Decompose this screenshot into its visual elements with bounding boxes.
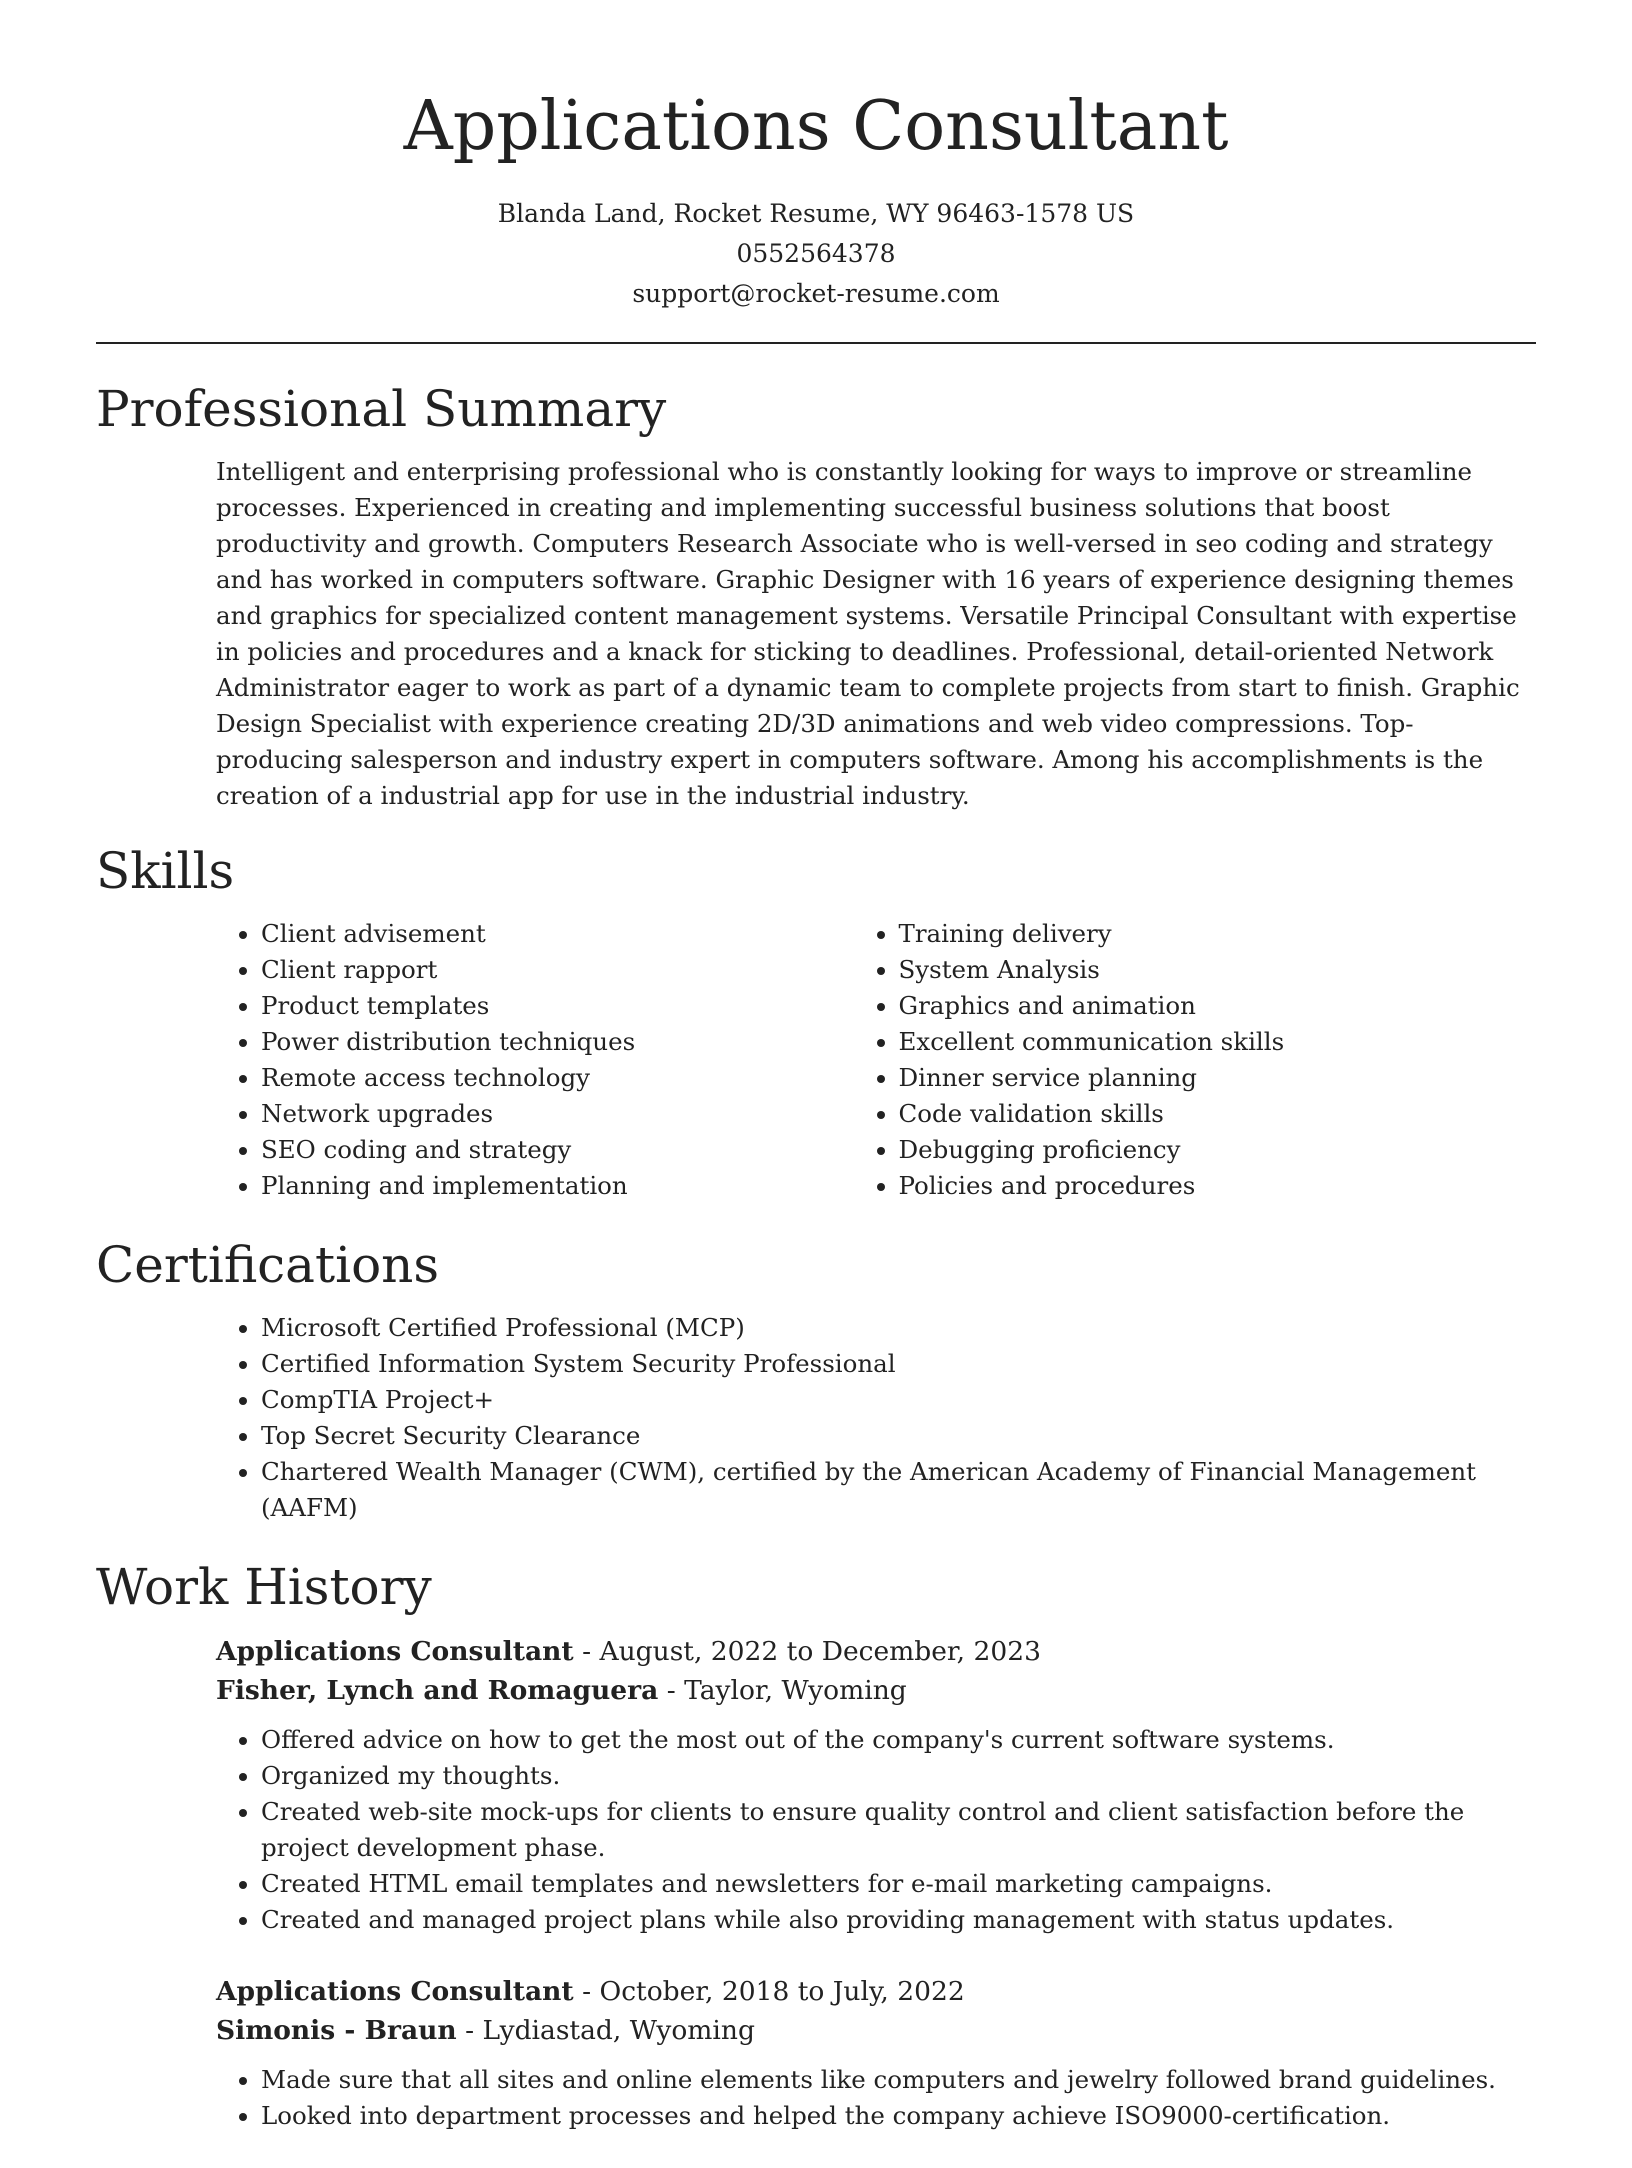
contact-info	[0, 194, 1632, 314]
certification-item: • Top Secret Security Clearance	[261, 1418, 1536, 1454]
certifications-section	[96, 1234, 1536, 1526]
skills-left-column	[261, 916, 899, 1204]
certification-item: • Certified Information System Security Professional	[261, 1346, 1536, 1382]
skills-right-column	[899, 916, 1537, 1204]
skill-item: • Dinner service planning	[899, 1060, 1537, 1096]
certification-item: • Microsoft Certified Professional (MCP)	[261, 1310, 1536, 1346]
skills-section	[96, 840, 1536, 1204]
skill-item: • Policies and procedures	[899, 1168, 1537, 1204]
job-bullet: • Offered advice on how to get the most out of the company's current software systems.	[261, 1722, 1536, 1758]
certification-item: • Chartered Wealth Manager (CWM), certified by the American Academy of Financial Management (AAFM)	[261, 1454, 1536, 1526]
phone: 0552564378	[736, 239, 896, 268]
skill-item: • Power distribution techniques	[261, 1024, 899, 1060]
skills-title: Skills	[96, 842, 235, 900]
skills-columns	[261, 916, 1536, 1204]
job-bullet: • Organized my thoughts.	[261, 1758, 1536, 1794]
address: Blanda Land, Rocket Resume, WY 96463-1578 US	[497, 199, 1135, 228]
job-bullet: • Created web-site mock-ups for clients to ensure quality control and client satisfaction before the project development phase.	[261, 1794, 1536, 1866]
job-company-line	[216, 2011, 1536, 2050]
skill-item: • Training delivery	[899, 916, 1537, 952]
job-location: - Taylor, Wyoming	[658, 1675, 907, 1706]
skill-item: • Network upgrades	[261, 1096, 899, 1132]
job-dates: - August, 2022 to December, 2023	[573, 1636, 1041, 1667]
skill-item: • Product templates	[261, 988, 899, 1024]
job-entry	[216, 1972, 1536, 2134]
job-company-line	[216, 1671, 1536, 1710]
summary-title: Professional Summary	[96, 380, 667, 438]
job-role: Applications Consultant	[216, 1976, 574, 2007]
certifications-list	[261, 1310, 1536, 1526]
skill-item: • Graphics and animation	[899, 988, 1537, 1024]
certification-item: • CompTIA Project+	[261, 1382, 1536, 1418]
job-dates: - October, 2018 to July, 2022	[573, 1976, 965, 2007]
job-location: - Lydiastad, Wyoming	[456, 2015, 755, 2046]
resume-header	[0, 0, 1632, 314]
skill-item: • Code validation skills	[899, 1096, 1537, 1132]
email: support@rocket-resume.com	[632, 279, 1000, 308]
skill-item: • Planning and implementation	[261, 1168, 899, 1204]
resume-content	[96, 378, 1536, 2168]
skill-item: • Client advisement	[261, 916, 899, 952]
job-bullet: • Created HTML email templates and newsletters for e-mail marketing campaigns.	[261, 1866, 1536, 1902]
summary-section	[96, 378, 1536, 814]
job-entry	[216, 1632, 1536, 1938]
work-history-section	[96, 1556, 1536, 2134]
skill-item: • Excellent communication skills	[899, 1024, 1537, 1060]
job-bullet: • Made sure that all sites and online elements like computers and jewelry followed brand guidelines.	[261, 2062, 1536, 2098]
job-title-line	[216, 1972, 1536, 2011]
job-bullet: • Created and managed project plans while also providing management with status updates.	[261, 1902, 1536, 1938]
skill-item: • Remote access technology	[261, 1060, 899, 1096]
header-divider	[96, 342, 1536, 344]
skill-item: • System Analysis	[899, 952, 1537, 988]
skill-item: • Client rapport	[261, 952, 899, 988]
skill-item: • SEO coding and strategy	[261, 1132, 899, 1168]
job-bullets	[261, 1722, 1536, 1938]
job-company: Simonis - Braun	[216, 2015, 457, 2046]
job-bullets	[261, 2062, 1536, 2134]
certifications-title: Certifications	[96, 1236, 440, 1294]
job-title-line	[216, 1632, 1536, 1671]
job-role: Applications Consultant	[216, 1636, 574, 1667]
summary-text: Intelligent and enterprising professional who is constantly looking for ways to improve or streamline processes. Experienced in creating and implementing successful business solutions that boost productivity and growth. Computers Research Associate who is well-versed in seo coding and strategy and has worked in computers software. Graphic Designer with 16 years of experience designing themes and graphics for specialized content management systems. Versatile Principal Consultant with expertise in policies and procedures and a knack for sticking to deadlines. Professional, detail-oriented Network Administrator eager to work as part of a dynamic team to complete projects from start to finish. Graphic Design Specialist with experience creating 2D/3D animations and web video compressions. Top-producing salesperson and industry expert in computers software. Among his accomplishments is the creation of a industrial app for use in the industrial industry.	[216, 457, 1520, 810]
candidate-name: Applications Consultant	[403, 87, 1229, 166]
skill-item: • Debugging proficiency	[899, 1132, 1537, 1168]
job-company: Fisher, Lynch and Romaguera	[216, 1675, 659, 1706]
work-history-title: Work History	[96, 1558, 432, 1616]
job-bullet: • Looked into department processes and helped the company achieve ISO9000-certification.	[261, 2098, 1536, 2134]
